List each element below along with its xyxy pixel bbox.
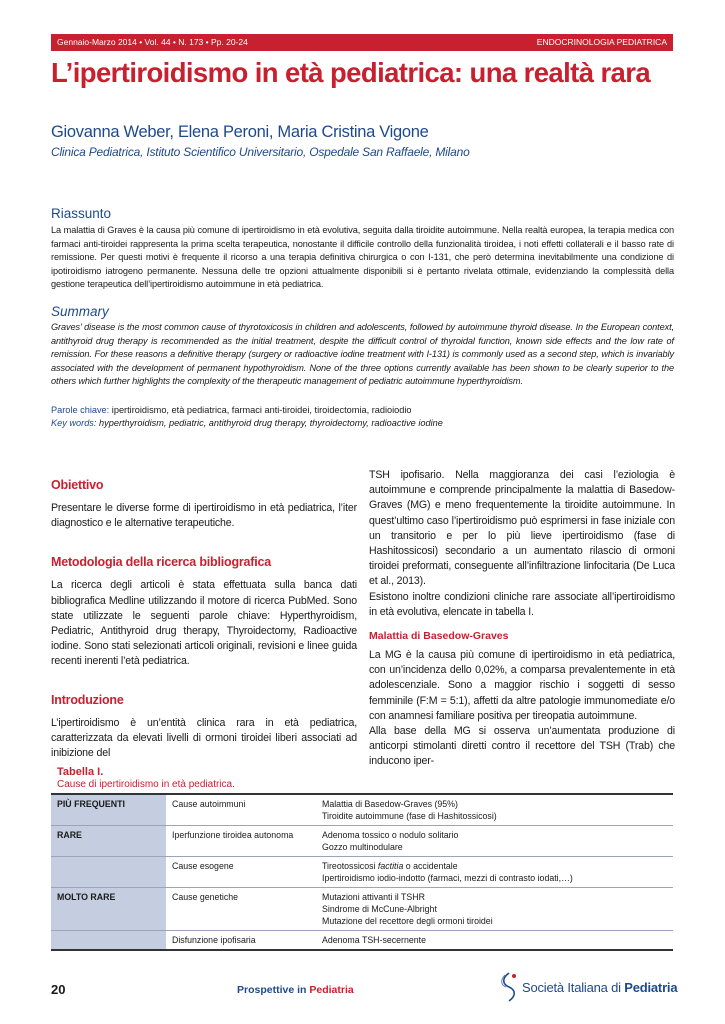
table-category bbox=[51, 857, 166, 888]
table-cause: Iperfunzione tiroidea autonoma bbox=[166, 826, 316, 857]
table-item: Adenoma TSH-secernente bbox=[322, 935, 426, 945]
table-row bbox=[51, 794, 673, 826]
summary-heading: Summary bbox=[51, 304, 109, 319]
society-name-b: Pediatria bbox=[624, 980, 678, 995]
metodologia-heading: Metodologia della ricerca bibliografica bbox=[51, 555, 272, 570]
table-cause: Cause esogene bbox=[166, 857, 316, 888]
table-category: MOLTO RARE bbox=[51, 888, 166, 931]
left-column bbox=[51, 468, 357, 761]
table-row bbox=[51, 931, 673, 951]
header-bar bbox=[51, 34, 673, 51]
intro-continued-text: TSH ipofisario. Nella maggioranza dei casi l’eziologia è autoimmune e comprende principalmente la malattia di Basedow-Graves (MG) e meno frequentemente la tiroidite autoimmune. In quest’ultimo caso l’ipertiroidismo può esprimersi in fase iniziale con un transitorio e per lo più lieve ipertiroidismo (fase di Hashitossicosi) secondario a un aumentato rilascio di ormoni tiroidei preformati, conseguente all’infiltrazione linfocitaria (De Luca et al., 2013). bbox=[369, 469, 675, 588]
table-item: Adenoma tossico o nodulo solitario bbox=[322, 830, 459, 840]
table-caption: Cause di ipertiroidismo in età pediatrica. bbox=[57, 779, 235, 790]
table-row bbox=[51, 826, 673, 857]
table-category bbox=[51, 931, 166, 951]
metodologia-text: La ricerca degli articoli è stata effettuata sulla banca dati bibliografica Medline utilizzando il motore di ricerca PubMed. Sono state utilizzate le seguenti parole chiave: Hyperthyroidism, Pediatric, Antithyroid drug therapy, Thyroidectomy, Radioactive iodine. Sono stati selezionati articoli originali, revisioni e linee guida recenti inerenti l’età pediatrica. bbox=[51, 579, 357, 668]
article-title: L’ipertiroidismo in età pediatrica: una realtà rara bbox=[51, 57, 651, 88]
intro-table-ref-text: Esistono inoltre condizioni cliniche rare associate all’ipertiroidismo in età evolutiva, elencate in tabella I. bbox=[369, 590, 675, 618]
right-column bbox=[369, 468, 675, 770]
riassunto-text: La malattia di Graves è la causa più comune di ipertiroidismo in età evolutiva, seguita dalla tiroidite autoimmune. Nella realtà europea, la terapia medica con farmaci anti-tiroidei rappresenta la prima scelta terapeutica, nonostante il difficile controllo della funzionalità tiroidea, i noti effetti collaterali e il basso rate di remissione. Per questi motivi è frequente il ricorso a una terapia definitiva chirurgica o con I-131, che però determina inevitabilmente una condizione di ipotiroidismo iatrogeno permanente. Nessuna delle tre opzioni attualmente disponibili si è pertanto rivelata ottimale, evidenziando la complessità della gestione terapeutica dell’ipertiroidismo autoimmune in età pediatrica. bbox=[51, 225, 674, 290]
table-items bbox=[316, 794, 673, 826]
table-item: Mutazioni attivanti il TSHR bbox=[322, 892, 425, 902]
keywords-en-text: hyperthyroidism, pediatric, antithyroid drug therapy, thyroidectomy, radioactive iodine bbox=[99, 418, 443, 428]
table-items bbox=[316, 888, 673, 931]
riassunto-heading: Riassunto bbox=[51, 206, 112, 221]
keywords-it-label: Parole chiave: bbox=[51, 405, 110, 415]
society-name bbox=[522, 980, 677, 995]
causes-table bbox=[51, 793, 673, 951]
table-category: RARE bbox=[51, 826, 166, 857]
keywords-en-label: Key words: bbox=[51, 418, 97, 428]
table-item: Tireotossicosi factitia o accidentale bbox=[322, 861, 458, 871]
table-item: Tiroidite autoimmune (fase di Hashitossicosi) bbox=[322, 811, 497, 821]
society-logo bbox=[498, 970, 676, 1004]
society-logo-icon bbox=[498, 970, 520, 1004]
table-category: PIÙ FREQUENTI bbox=[51, 794, 166, 826]
keywords-it bbox=[51, 404, 674, 417]
table-item: Malattia di Basedow-Graves (95%) bbox=[322, 799, 458, 809]
journal-name bbox=[237, 984, 354, 996]
table-item: Sindrome di McCune-Albright bbox=[322, 904, 437, 914]
table-cause: Disfunzione ipofisaria bbox=[166, 931, 316, 951]
keywords-en bbox=[51, 417, 674, 430]
society-name-a: Società Italiana di bbox=[522, 980, 621, 995]
table-cause: Cause genetiche bbox=[166, 888, 316, 931]
issue-info: Gennaio-Marzo 2014 • Vol. 44 • N. 173 • Pp. 20-24 bbox=[57, 37, 248, 47]
introduzione-text: L’ipertiroidismo è un’entità clinica rara in età pediatrica, caratterizzata da elevati livelli di ormoni tiroidei liberi associati ad inibizione del bbox=[51, 716, 357, 760]
affiliation: Clinica Pediatrica, Istituto Scientifico Universitario, Ospedale San Raffaele, Milano bbox=[51, 145, 470, 159]
table-row bbox=[51, 888, 673, 931]
introduzione-heading: Introduzione bbox=[51, 692, 124, 707]
table-causes bbox=[51, 766, 673, 951]
table-title: Tabella I. bbox=[57, 766, 104, 778]
summary-text: Graves’ disease is the most common cause of thyrotoxicosis in children and adolescents, followed by autoimmune thyroid disease. In the European context, antithyroid drug therapy is recommended as the initial treatment, despite the difficult control of thyroidal function, known side effects and the low rate of remission. For these reasons a definitive therapy (surgery or radioactive iodine treatment with I-131) is commonly used as a second step, which is invariably associated with the development of permanent hypothyroidism. None of the three options currently available has been shown to be clearly superior to the others which further highlights the complexity of the therapeutic management of pediatric autoimmune hyperthyroidism. bbox=[51, 322, 674, 387]
basedow-heading: Malattia di Basedow-Graves bbox=[369, 630, 509, 643]
table-item: Mutazione del recettore degli ormoni tiroidei bbox=[322, 916, 493, 926]
journal-name-b: Pediatria bbox=[309, 984, 354, 996]
keywords-it-text: ipertiroidismo, età pediatrica, farmaci anti-tiroidei, tiroidectomia, radioiodio bbox=[111, 405, 412, 415]
table-item: Ipertiroidismo iodio-indotto (farmaci, mezzi di contrasto iodati,…) bbox=[322, 873, 573, 883]
journal-name-a: Prospettive in bbox=[237, 984, 307, 996]
page-number: 20 bbox=[51, 982, 66, 997]
table-row bbox=[51, 857, 673, 888]
section-label: ENDOCRINOLOGIA PEDIATRICA bbox=[536, 37, 667, 47]
obiettivo-text: Presentare le diverse forme di ipertiroidismo in età pediatrica, l’iter diagnostico e le alternative terapeutiche. bbox=[51, 502, 357, 530]
table-item: Gozzo multinodulare bbox=[322, 842, 403, 852]
basedow-text-1: La MG è la causa più comune di ipertiroidismo in età pediatrica, con un’incidenza dello 0,02%, a comparsa prevalentemente in età adolescenziale. Sono a maggior rischio i soggetti di sesso femminile (F:M = 5:1), affetti da altre patologie immunomediate e/o con anamnesi familiare positiva per tireopatia autoimmune. bbox=[369, 649, 675, 722]
table-items bbox=[316, 857, 673, 888]
table-items bbox=[316, 931, 673, 951]
basedow-text-2: Alla base della MG si osserva un’aumentata produzione di anticorpi stimolanti diretti contro il recettore del TSH (Trab) che inducono iper- bbox=[369, 725, 675, 768]
authors: Giovanna Weber, Elena Peroni, Maria Cristina Vigone bbox=[51, 123, 429, 141]
table-items bbox=[316, 826, 673, 857]
obiettivo-heading: Obiettivo bbox=[51, 478, 104, 492]
table-cause: Cause autoimmuni bbox=[166, 794, 316, 826]
